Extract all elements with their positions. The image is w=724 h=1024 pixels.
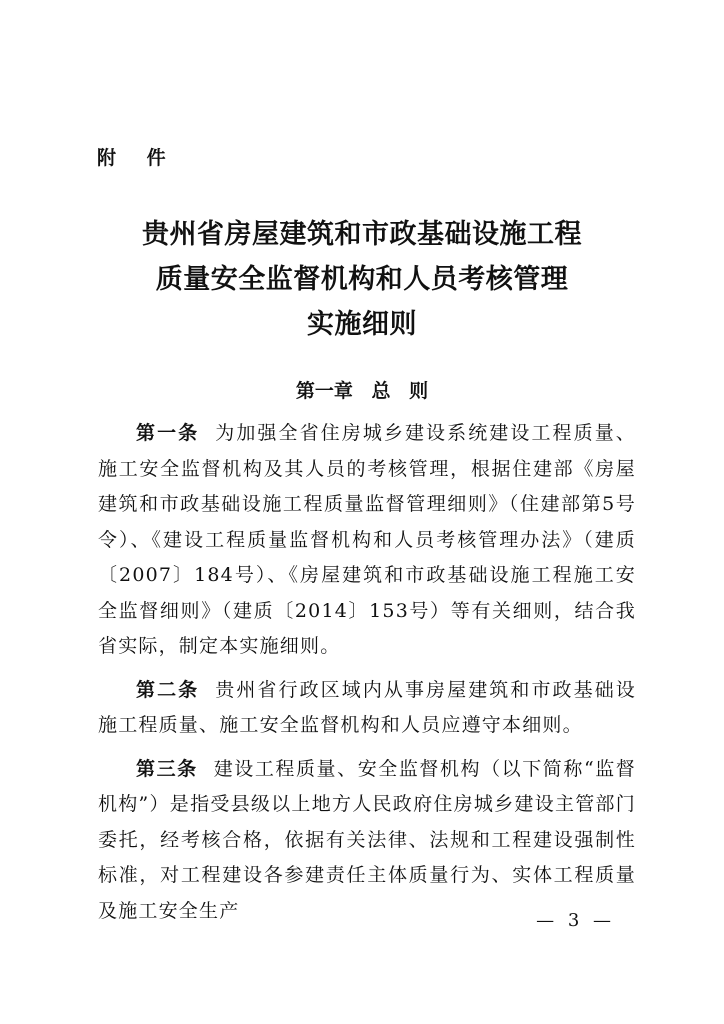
chapter-title: 第一章 总 则	[295, 380, 429, 402]
title-line-3: 实施细则	[307, 309, 417, 340]
article-3-label: 第三条	[136, 757, 198, 780]
title-line-1: 贵州省房屋建筑和市政基础设施工程	[142, 219, 582, 250]
document-title	[0, 212, 724, 347]
page-number: — 3 —	[536, 910, 612, 931]
body-text	[98, 416, 636, 937]
article-1-text: 为加强全省住房城乡建设系统建设工程质量、施工安全监督机构及其人员的考核管理，根据住建部《房屋建筑和市政基础设施工程质量监督管理细则》（住建部第5号令）、《建设工程质量监督机构和人员考核管理办法》（建质〔2007〕184号）、《房屋建筑和市政基础设施工程施工安全监督细则》（建质〔2014〕153号）等有关细则，结合我省实际，制定本实施细则。	[98, 422, 636, 657]
article-3	[98, 752, 636, 930]
article-2	[98, 673, 636, 744]
title-line-2: 质量安全监督机构和人员考核管理	[155, 264, 569, 295]
article-1-label: 第一条	[136, 422, 200, 444]
attachment-label: 附 件	[97, 147, 178, 169]
article-2-text: 贵州省行政区域内从事房屋建筑和市政基础设施工程质量、施工安全监督机构和人员应遵守本细则。	[98, 678, 636, 736]
article-2-label: 第二条	[136, 678, 200, 701]
article-1	[98, 416, 636, 665]
article-3-text: 建设工程质量、安全监督机构（以下简称“监督机构”）是指受县级以上地方人民政府住房城乡建设主管部门委托，经考核合格，依据有关法律、法规和工程建设强制性标准，对工程建设各参建责任主体质量行为、实体工程质量及施工安全生产	[98, 757, 636, 922]
